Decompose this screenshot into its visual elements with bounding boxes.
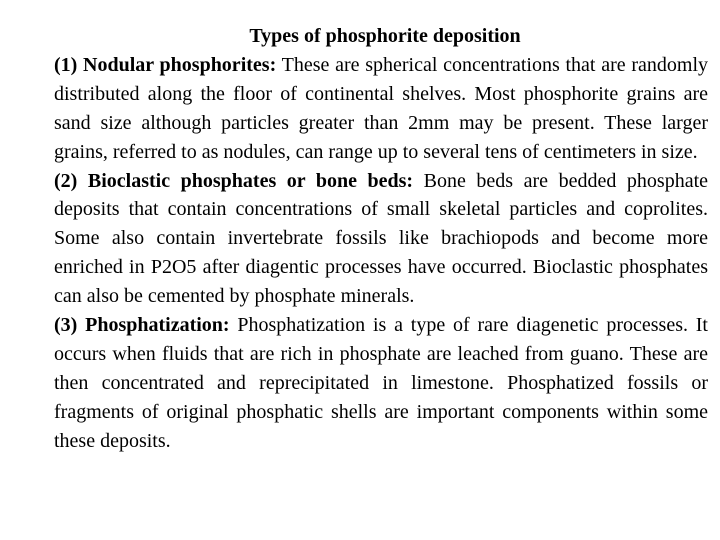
document-title: Types of phosphorite deposition bbox=[249, 25, 521, 47]
document-page bbox=[54, 22, 708, 456]
section-body: Phosphatization is a type of rare diagenetic processes. It occurs when fluids that are rich in phosphate are leached from guano. These are then concentrated and reprecipitated in limestone. Phosphatized fossils or fragments of original phosphatic shells are important components within some these deposits. bbox=[54, 314, 708, 452]
section-body: These are spherical concentrations that are randomly distributed along the floor of continental shelves. Most phosphorite grains are sand size although particles greater than 2mm may be present. These larger grains, referred to as nodules, can range up to several tens of centimeters in size. bbox=[54, 53, 708, 163]
section-body: Bone beds are bedded phosphate deposits that contain concentrations of small skeletal particles and coprolites. Some also contain invertebrate fossils like brachiopods and become more enriched in P2O5 after diagentic processes have occurred. Bioclastic phosphates can also be cemented by phosphate minerals. bbox=[54, 169, 708, 308]
section-phosphatization bbox=[54, 311, 708, 456]
section-bioclastic-phosphates bbox=[54, 167, 708, 312]
section-nodular-phosphorites bbox=[54, 51, 708, 167]
section-heading: (2) Bioclastic phosphates or bone beds: bbox=[54, 169, 414, 192]
section-heading: (3) Phosphatization: bbox=[54, 314, 230, 337]
section-heading: (1) Nodular phosphorites: bbox=[54, 53, 277, 76]
